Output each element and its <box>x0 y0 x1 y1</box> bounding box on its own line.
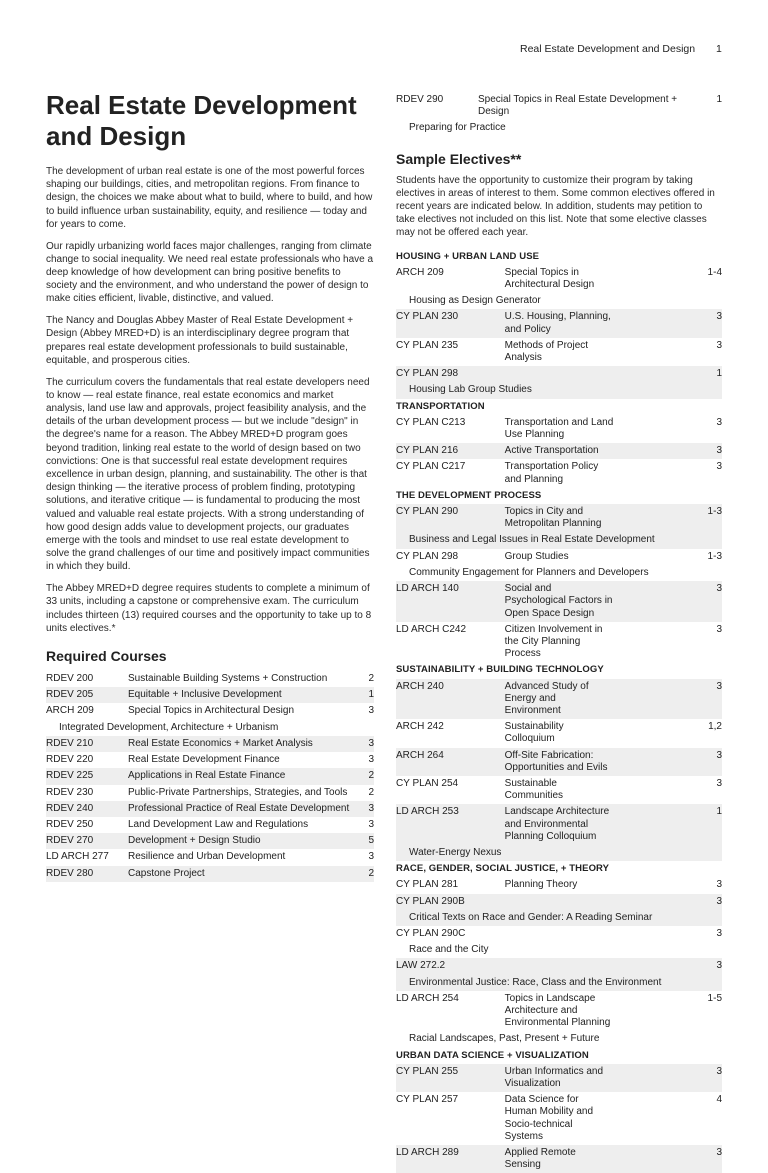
course-row <box>46 785 374 801</box>
course-title: Sustainability Colloquium <box>504 721 564 745</box>
required-courses-heading: Required Courses <box>46 648 167 665</box>
course-title: Citizen Involvement in the City Planning Process <box>504 623 603 660</box>
course-units: 1 <box>356 687 374 703</box>
course-code: LAW 272.2 <box>396 958 505 974</box>
course-title: Special Topics in Real Estate Development + Design <box>478 94 678 118</box>
page-number: 1 <box>716 43 722 55</box>
course-code: RDEV 280 <box>46 866 128 882</box>
electives-intro: Students have the opportunity to customize their program by taking electives in areas of interest to them. Some common electives offered in recent years are indicated below. In addition, students may petition to take electives not included on this list. Note that some elective classes may not be offered each year. <box>396 174 715 239</box>
course-row <box>46 833 374 849</box>
course-row <box>396 92 722 120</box>
course-title <box>505 926 614 942</box>
course-subtitle-row <box>396 942 722 958</box>
curriculum-paragraph: The curriculum covers the fundamentals that real estate developers need to know — real estate finance, real estate economics and market analysis, land use law and approvals, project feasibility analysis, and the details of the urban development process — but we include "design" in the degree's name for a reason. The Abbey MRED+D program goes beyond tradition, linking real estate to the world of design based on two convictions: One is that successful real estate development requires excellence in urban design, planning, and sustainability. The other is that design thinking — the iterative process of problem finding, prototyping solutions, and iterative critique — is fundamental to producing the most valued and valuable real estate projects. With a strong understanding of how good design adds value to development projects, our graduates emerge with the tools and mindset to use real estate development to solve the grand challenges of our time and positively impact communities in which they build. <box>46 376 370 573</box>
course-code: CY PLAN 254 <box>396 777 459 789</box>
course-subtitle: Race and the City <box>409 944 489 956</box>
course-code: CY PLAN 290 <box>396 504 505 532</box>
group-heading: THE DEVELOPMENT PROCESS <box>396 489 542 501</box>
course-units: 5 <box>356 833 374 849</box>
course-row <box>46 801 374 817</box>
course-units: 3 <box>368 851 374 863</box>
course-units: 4 <box>716 1094 722 1106</box>
course-title: Special Topics in Architectural Design <box>504 266 595 291</box>
course-subtitle-row <box>396 845 722 861</box>
course-title <box>505 958 614 974</box>
course-subtitle: Housing Lab Group Studies <box>396 382 722 398</box>
course-units: 3 <box>716 461 722 473</box>
course-units: 1 <box>716 94 722 105</box>
course-units: 3 <box>613 1064 722 1092</box>
course-title: Special Topics in Architectural Design <box>128 705 295 717</box>
course-row <box>396 991 722 1032</box>
course-code: RDEV 225 <box>46 768 128 784</box>
running-header <box>520 43 722 55</box>
course-row <box>396 309 722 337</box>
course-row <box>396 622 722 663</box>
group-heading: HOUSING + URBAN LAND USE <box>396 250 540 262</box>
course-title: Transportation and Land Use Planning <box>504 416 614 441</box>
course-code: ARCH 240 <box>396 679 505 720</box>
course-code: CY PLAN 290B <box>396 894 505 910</box>
course-units: 1,2 <box>708 721 722 733</box>
course-units: 3 <box>716 339 722 351</box>
course-title: Methods of Project Analysis <box>504 339 589 364</box>
course-code: CY PLAN 235 <box>396 339 459 351</box>
course-title: Sustainable Building Systems + Construction <box>128 673 328 685</box>
course-units: 3 <box>368 754 374 766</box>
course-code: LD ARCH C242 <box>396 623 467 635</box>
course-row <box>396 1092 722 1145</box>
course-code: LD ARCH 277 <box>46 851 109 863</box>
course-title: Resilience and Urban Development <box>128 851 286 863</box>
course-title: Applications in Real Estate Finance <box>128 768 356 784</box>
course-title: Public-Private Partnerships, Strategies, and Tools <box>128 786 348 798</box>
course-code: CY PLAN 298 <box>396 550 459 562</box>
right-column <box>396 92 722 1173</box>
course-title: Advanced Study of Energy and Environment <box>505 679 614 720</box>
course-subtitle-row <box>46 720 374 736</box>
course-title: Capstone Project <box>128 866 356 882</box>
course-code: CY PLAN 290C <box>396 927 466 939</box>
course-title: Real Estate Economics + Market Analysis <box>128 736 356 752</box>
course-row <box>396 366 722 382</box>
course-units: 1 <box>613 366 722 382</box>
course-code: RDEV 210 <box>46 736 128 752</box>
course-code: ARCH 242 <box>396 721 444 733</box>
course-title: Real Estate Development Finance <box>128 754 280 766</box>
group-heading: URBAN DATA SCIENCE + VISUALIZATION <box>396 1049 589 1061</box>
course-units: 3 <box>356 736 374 752</box>
course-units: 3 <box>613 894 722 910</box>
course-row <box>396 338 722 366</box>
challenges-paragraph: Our rapidly urbanizing world faces major challenges, ranging from climate change to social inequality. We need real estate professionals who have a deep knowledge of how development can bring positive benefits to society and the environment, and who understand the power of design to make cities efficient, livable, distinctive, and valued. <box>46 240 374 305</box>
course-subtitle: Racial Landscapes, Past, Present + Future <box>409 1033 600 1045</box>
course-units: 3 <box>716 777 722 789</box>
course-title: Group Studies <box>504 550 569 562</box>
course-units: 3 <box>716 416 722 428</box>
course-subtitle: Water-Energy Nexus <box>396 845 722 861</box>
course-title: Land Development Law and Regulations <box>128 818 309 830</box>
course-code: RDEV 205 <box>46 687 128 703</box>
course-code: LD ARCH 254 <box>396 992 459 1004</box>
course-code: CY PLAN C217 <box>396 461 466 473</box>
sample-electives-heading: Sample Electives** <box>396 150 522 167</box>
course-code: RDEV 220 <box>46 754 94 766</box>
course-units: 3 <box>613 581 722 622</box>
course-row <box>396 415 722 443</box>
course-units: 3 <box>716 623 722 635</box>
course-units: 1-4 <box>707 266 722 278</box>
course-row <box>396 926 722 942</box>
group-heading: SUSTAINABILITY + BUILDING TECHNOLOGY <box>396 664 604 676</box>
course-code: ARCH 209 <box>396 266 444 278</box>
course-title: Urban Informatics and Visualization <box>505 1064 614 1092</box>
course-subtitle: Integrated Development, Architecture + Urbanism <box>59 721 279 733</box>
course-title: U.S. Housing, Planning, and Policy <box>505 309 614 337</box>
required-courses-table <box>46 671 374 882</box>
course-row <box>46 817 374 833</box>
group-heading: RACE, GENDER, SOCIAL JUSTICE, + THEORY <box>396 863 610 875</box>
course-row <box>396 877 722 893</box>
course-row <box>46 752 374 768</box>
course-row <box>396 459 722 487</box>
course-subtitle-row <box>396 565 722 581</box>
course-subtitle-row <box>396 1031 722 1047</box>
course-units: 3 <box>613 748 722 776</box>
course-units: 1-3 <box>613 504 722 532</box>
course-code: LD ARCH 289 <box>396 1145 505 1173</box>
course-title: Social and Psychological Factors in Open Space Design <box>505 581 614 622</box>
course-row <box>46 736 374 752</box>
course-code: CY PLAN 255 <box>396 1064 505 1092</box>
course-units: 1 <box>613 804 722 845</box>
course-code: RDEV 240 <box>46 801 128 817</box>
course-title: Topics in City and Metropolitan Planning <box>505 504 614 532</box>
course-row <box>396 679 722 720</box>
course-subtitle: Environmental Justice: Race, Class and the Environment <box>396 975 722 991</box>
course-title <box>505 366 614 382</box>
course-code: CY PLAN 257 <box>396 1094 459 1106</box>
course-row <box>46 866 374 882</box>
course-row <box>46 768 374 784</box>
course-code: RDEV 200 <box>46 673 94 685</box>
course-row <box>396 776 722 804</box>
course-title: Development + Design Studio <box>128 833 356 849</box>
course-row <box>396 549 722 565</box>
course-title: Active Transportation <box>505 443 614 459</box>
group-heading-row <box>396 399 722 415</box>
running-title: Real Estate Development and Design <box>520 43 696 55</box>
course-units: 3 <box>613 958 722 974</box>
course-row <box>396 748 722 776</box>
course-row <box>396 804 722 845</box>
course-title: Applied Remote Sensing <box>505 1145 614 1173</box>
course-code: ARCH 209 <box>46 705 94 717</box>
page-title: Real Estate Development and Design <box>46 90 357 151</box>
course-subtitle-row <box>396 910 722 926</box>
course-code: LD ARCH 140 <box>396 581 505 622</box>
group-heading-row <box>396 861 722 877</box>
course-code: RDEV 250 <box>46 818 94 830</box>
course-units: 3 <box>368 818 374 830</box>
course-title: Off-Site Fabrication: Opportunities and Evils <box>505 748 614 776</box>
course-title: Sustainable Communities <box>504 777 564 802</box>
course-row <box>396 443 722 459</box>
course-units: 3 <box>613 443 722 459</box>
course-code: ARCH 264 <box>396 748 505 776</box>
program-paragraph: The Nancy and Douglas Abbey Master of Real Estate Development + Design (Abbey MRED+D) is an interdisciplinary degree program that prepares real estate development professionals to build sustainable, equitable, and prosperous cities. <box>46 315 354 366</box>
intro-paragraph: The development of urban real estate is one of the most powerful forces shaping our buildings, cities, and metropolitan regions. From finance to design, the choices we make about what to build, where to build, and how to build influence urban sustainability, equity, and resilience — today and for years to come. <box>46 166 373 230</box>
group-heading: TRANSPORTATION <box>396 400 485 412</box>
course-title: Topics in Landscape Architecture and Environmental Planning <box>504 992 611 1029</box>
course-code: RDEV 290 <box>396 94 444 105</box>
course-code: CY PLAN 216 <box>396 443 505 459</box>
course-code: CY PLAN 298 <box>396 366 505 382</box>
course-units: 3 <box>613 1145 722 1173</box>
course-row <box>396 719 722 747</box>
course-row <box>46 703 374 719</box>
course-units: 3 <box>613 309 722 337</box>
course-code: RDEV 270 <box>46 833 128 849</box>
group-heading-row <box>396 249 722 265</box>
course-units: 3 <box>356 801 374 817</box>
group-heading-row <box>396 1048 722 1064</box>
course-row <box>396 504 722 532</box>
course-units: 3 <box>716 927 722 939</box>
course-row <box>396 1064 722 1092</box>
course-subtitle: Business and Legal Issues in Real Estate Development <box>396 532 722 548</box>
course-title: Landscape Architecture and Environmental Planning Colloquium <box>505 804 614 845</box>
course-row <box>396 1145 722 1173</box>
course-title <box>505 894 614 910</box>
course-units: 2 <box>356 768 374 784</box>
course-subtitle-row <box>396 293 722 309</box>
course-units: 1-3 <box>707 550 722 562</box>
course-subtitle: Community Engagement for Planners and Developers <box>409 566 649 578</box>
course-subtitle-row <box>396 532 722 548</box>
course-row <box>396 894 722 910</box>
group-heading-row <box>396 662 722 678</box>
course-row <box>396 581 722 622</box>
group-heading-row <box>396 488 722 504</box>
course-code: CY PLAN 281 <box>396 879 459 891</box>
course-title: Transportation Policy and Planning <box>504 461 599 485</box>
course-subtitle-row <box>396 975 722 991</box>
course-subtitle-row <box>396 120 722 136</box>
course-code: CY PLAN 230 <box>396 309 505 337</box>
requirements-paragraph: The Abbey MRED+D degree requires students to complete a minimum of 33 units, including a capstone or comprehensive exam. The curriculum includes thirteen (13) required courses and the opportunity to take up to 8 units electives.* <box>46 583 372 634</box>
course-row <box>46 849 374 865</box>
course-subtitle: Housing as Design Generator <box>409 295 541 307</box>
course-subtitle: Critical Texts on Race and Gender: A Reading Seminar <box>396 910 722 926</box>
course-units: 3 <box>716 879 722 891</box>
course-title: Data Science for Human Mobility and Socio-technical Systems <box>504 1094 594 1142</box>
electives-table <box>396 249 722 1173</box>
course-subtitle: Preparing for Practice <box>409 122 506 134</box>
course-units: 2 <box>356 866 374 882</box>
course-row <box>396 958 722 974</box>
course-units: 2 <box>368 786 374 798</box>
course-row <box>396 265 722 293</box>
course-row <box>46 687 374 703</box>
course-title: Equitable + Inclusive Development <box>128 687 356 703</box>
course-title: Professional Practice of Real Estate Development <box>128 801 356 817</box>
left-column <box>46 90 374 882</box>
course-title: Planning Theory <box>504 879 578 891</box>
course-code: RDEV 230 <box>46 786 94 798</box>
course-units: 2 <box>368 673 374 685</box>
course-row <box>46 671 374 687</box>
course-code: CY PLAN C213 <box>396 416 466 428</box>
continued-courses-table <box>396 92 722 137</box>
course-code: LD ARCH 253 <box>396 804 505 845</box>
course-units: 3 <box>368 705 374 717</box>
course-units: 1-5 <box>707 992 722 1004</box>
course-subtitle-row <box>396 382 722 398</box>
course-units: 3 <box>613 679 722 720</box>
